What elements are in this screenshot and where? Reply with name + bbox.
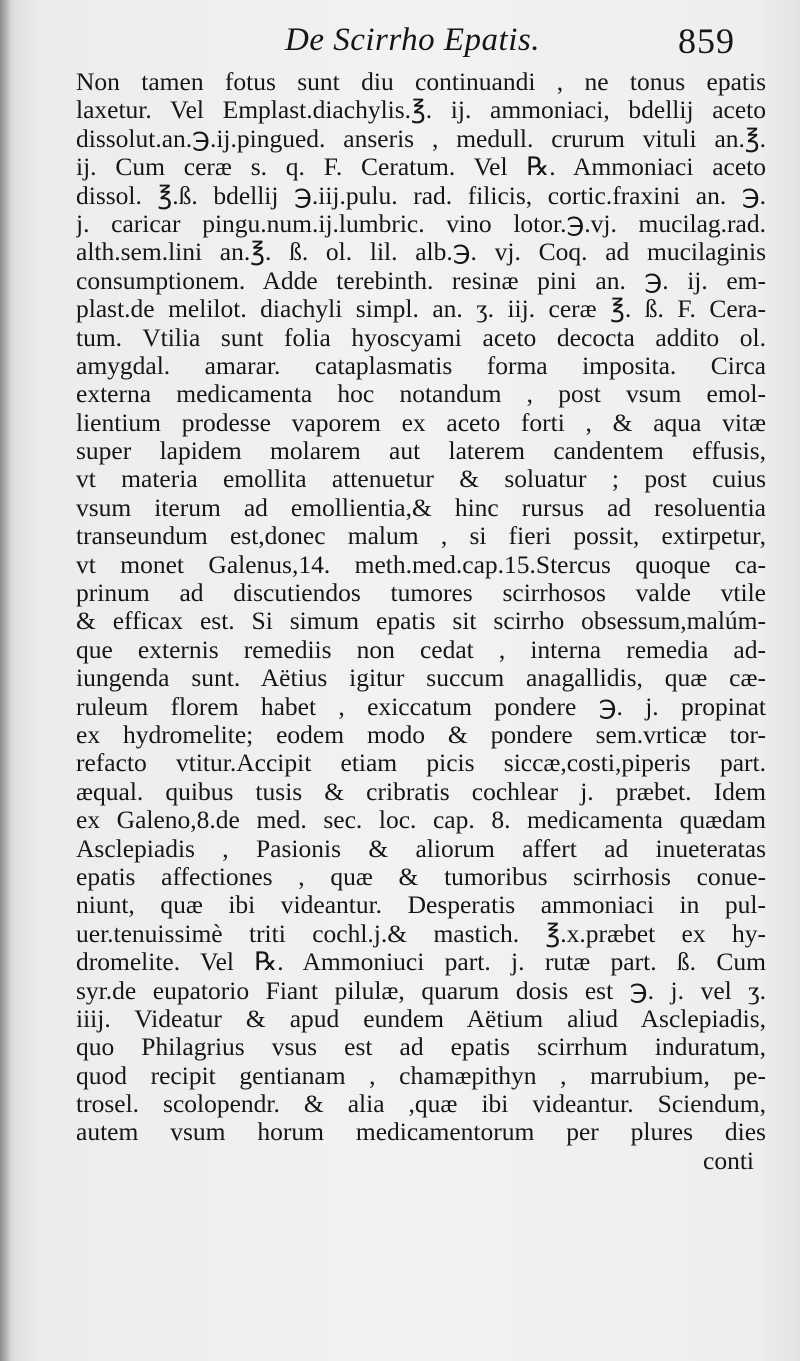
text-line: ex hydromelite; eodem modo & pondere sem.vrticæ tor- (76, 720, 766, 749)
text-line: autem vsum horum medicamentorum per plures dies (76, 1118, 766, 1147)
text-line: niunt, quæ ibi videantur. Desperatis ammoniaci in pul- (76, 891, 766, 920)
text-line: Non tamen fotus sunt diu continuandi , ne tonus epatis (76, 68, 766, 96)
text-line: iiij. Videatur & apud eundem Aëtium aliud Asclepiadis, (76, 1004, 766, 1033)
text-line: ruleum florem habet , exiccatum pondere ℈. j. propinat (76, 692, 766, 721)
text-line: tum. Vtilia sunt folia hyoscyami aceto decocta addito ol. (76, 323, 766, 352)
text-line: quod recipit gentianam , chamæpithyn , marrubium, pe- (76, 1061, 766, 1090)
text-line: que externis remediis non cedat , interna remedia ad- (76, 635, 766, 664)
page-number: 859 (678, 21, 735, 61)
text-line: & efficax est. Si simum epatis sit scirrho obsessum,malúm- (76, 607, 766, 636)
body-text (76, 68, 766, 1175)
text-line: quo Philagrius vsus est ad epatis scirrhum induratum, (76, 1033, 766, 1062)
catchword: conti (703, 1146, 754, 1175)
text-line: amygdal. amarar. cataplasmatis forma imposita. Circa (76, 351, 766, 380)
page-header (0, 22, 800, 66)
text-line: vt materia emollita attenuetur & soluatur ; post cuius (76, 465, 766, 494)
text-line: laxetur. Vel Emplast.diachylis.℥. ij. ammoniaci, bdellij aceto (76, 96, 766, 125)
text-line: ij. Cum ceræ s. q. F. Ceratum. Vel ℞. Ammoniaci aceto (76, 153, 766, 182)
text-line: Asclepiadis , Pasionis & aliorum affert ad inueteratas (76, 834, 766, 863)
text-line: refacto vtitur.Accipit etiam picis siccæ,costi,piperis part. (76, 749, 766, 778)
text-line: æqual. quibus tusis & cribratis cochlear j. præbet. Idem (76, 777, 766, 806)
text-line: externa medicamenta hoc notandum , post vsum emol- (76, 380, 766, 409)
text-line: epatis affectiones , quæ & tumoribus scirrhosis conue- (76, 862, 766, 891)
running-title: De Scirrho Epatis. (285, 22, 540, 58)
text-line: lientium prodesse vaporem ex aceto forti , & aqua vitæ (76, 408, 766, 437)
text-line: alth.sem.lini an.℥. ß. ol. lil. alb.℈. vj. Coq. ad mucilaginis (76, 238, 766, 267)
text-line: iungenda sunt. Aëtius igitur succum anagallidis, quæ cæ- (76, 664, 766, 693)
binding-gutter (0, 0, 10, 1361)
text-line: dissol. ℥.ß. bdellij ℈.iij.pulu. rad. filicis, cortic.fraxini an. ℈. (76, 181, 766, 210)
text-line: transeundum est,donec malum , si fieri possit, extirpetur, (76, 522, 766, 551)
text-line: uer.tenuissimè triti cochl.j.& mastich. ℥.x.præbet ex hy- (76, 919, 766, 948)
text-line: ex Galeno,8.de med. sec. loc. cap. 8. medicamenta quædam (76, 806, 766, 835)
text-line: consumptionem. Adde terebinth. resinæ pini an. ℈. ij. em- (76, 266, 766, 295)
text-line: syr.de eupatorio Fiant pilulæ, quarum dosis est ℈. j. vel ʒ. (76, 976, 766, 1005)
text-line: trosel. scolopendr. & alia ,quæ ibi videantur. Sciendum, (76, 1090, 766, 1119)
text-line: vt monet Galenus,14. meth.med.cap.15.Stercus quoque ca- (76, 550, 766, 579)
text-line: super lapidem molarem aut laterem candentem effusis, (76, 437, 766, 466)
text-line: vsum iterum ad emollientia,& hinc rursus ad resoluentia (76, 493, 766, 522)
text-line: plast.de melilot. diachyli simpl. an. ʒ. iij. ceræ ℥. ß. F. Cera- (76, 295, 766, 324)
text-line: prinum ad discutiendos tumores scirrhosos valde vtile (76, 579, 766, 608)
text-line: j. caricar pingu.num.ij.lumbric. vino lotor.℈.vj. mucilag.rad. (76, 209, 766, 238)
text-line: dissolut.an.℈.ij.pingued. anseris , medull. crurum vituli an.℥. (76, 124, 766, 153)
text-line: dromelite. Vel ℞. Ammoniuci part. j. rutæ part. ß. Cum (76, 948, 766, 977)
